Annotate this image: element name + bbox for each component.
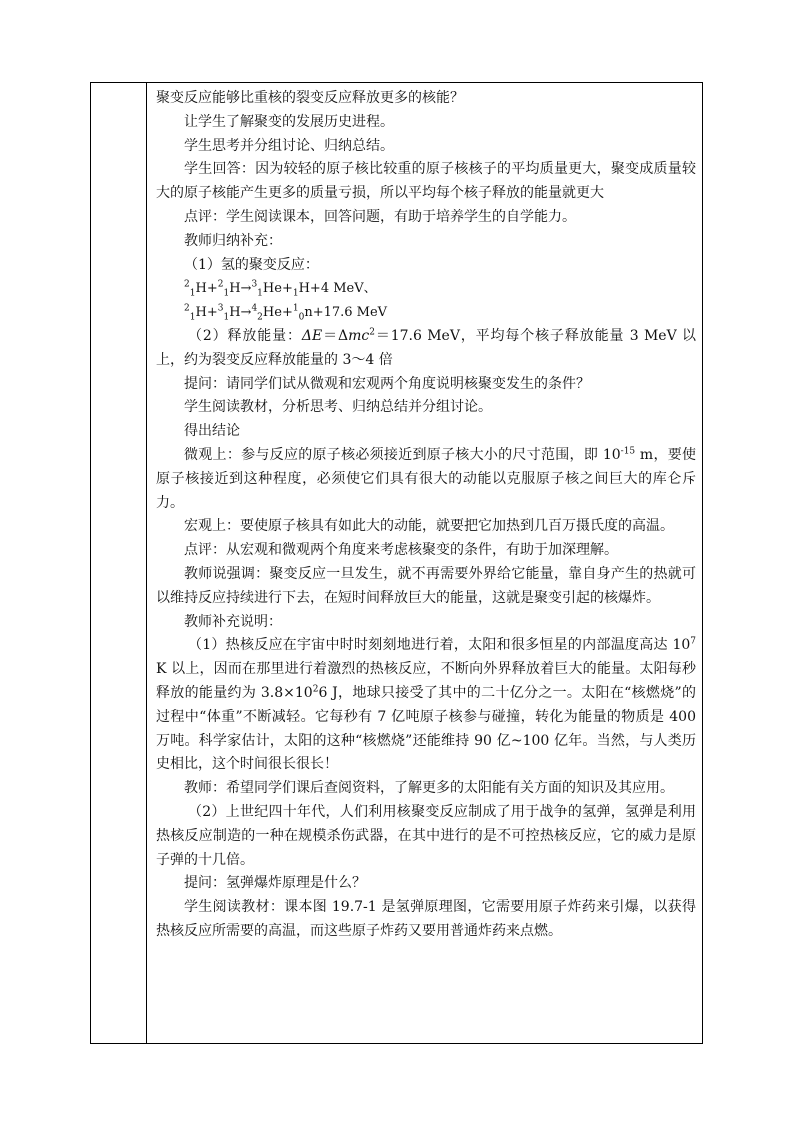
sun-paragraph: （1）热核反应在宇宙中时时刻刻地进行着，太阳和很多恒星的内部温度高达 $10^7$ K 以上，因而在那里进行着激烈的热核反应，不断向外界释放着巨大的能量。太阳每秒释放的能量约为 $3.8\times 10^26$ J，地球只接受了其中的二十亿分之一。太阳在“核燃烧”的过程中“体重”不断减轻。它每秒有 7 亿吨原子核参与碰撞，转化为能量的物质是 400 万吨。科学家估计，太阳的这种“核燃烧”还能维持 90 亿~100 亿年。当然，与人类历史相比，这个时间很长很长！ [156, 636, 696, 773]
paragraph: 让学生了解聚变的发展历史进程。 [184, 113, 394, 130]
lesson-table [90, 82, 703, 1044]
paragraph: 教师补充说明： [184, 613, 282, 630]
paragraph: 提问：请同学们试从微观和宏观两个角度说明核聚变发生的条件？ [184, 375, 590, 392]
paragraph: （2）上世纪四十年代，人们利用核聚变反应制成了用于战争的氢弹，氢弹是利用热核反应制造的一种在规模杀伤武器，在其中进行的是不可控热核反应，它的威力是原子弹的十几倍。 [156, 803, 696, 868]
paragraph: 学生阅读教材，分析思考、归纳总结并分组讨论。 [184, 399, 492, 416]
paragraph: 教师：希望同学们课后查阅资料，了解更多的太阳能有关方面的知识及其应用。 [184, 780, 674, 797]
paragraph: 聚变反应能够比重核的裂变反应释放更多的核能？ [156, 90, 464, 106]
paragraph: 得出结论 [184, 423, 240, 440]
energy-paragraph: （2）释放能量：ΔE＝Δmc$^2$＝17.6 MeV，平均每个核子释放能量 3 MeV 以上，约为裂变反应释放能量的 3～4 倍 [156, 327, 696, 368]
paragraph: （1）氢的聚变反应： [184, 256, 319, 273]
paragraph: 宏观上：要使原子核具有如此大的动能，就要把它加热到几百万摄氏度的高温。 [184, 518, 674, 535]
lesson-content [156, 87, 696, 944]
paragraph: 提问：氢弹爆炸原理是什么？ [184, 875, 366, 892]
paragraph: 教师归纳补充： [184, 232, 282, 249]
paragraph: 教师说强调：聚变反应一旦发生，就不再需要外界给它能量，靠自身产生的热就可以维持反应持续进行下去，在短时间释放巨大的能量，这就是聚变引起的核爆炸。 [156, 565, 696, 606]
paragraph: 学生思考并分组讨论、归纳总结。 [184, 137, 394, 154]
fusion-equation-1: $^2_1H+^2_1H\to^3_1He+_1H+4$ MeV、 [184, 280, 377, 299]
paragraph: 学生阅读教材：课本图 19.7-1 是氢弹原理图，它需要用原子炸药来引爆，以获得热核反应所需要的高温，而这些原子炸药又要用普通炸药来点燃。 [156, 899, 696, 939]
paragraph: 学生回答：因为较轻的原子核比较重的原子核核子的平均质量更大，聚变成质量较大的原子核能产生更多的质量亏损，所以平均每个核子释放的能量就更大 [156, 161, 696, 202]
column-divider [146, 83, 147, 1043]
micro-paragraph: 微观上：参与反应的原子核必须接近到原子核大小的尺寸范围，即 $10^{-15}$ m，要使原子核接近到这种程度，必须使它们具有很大的动能以克服原子核之间巨大的库仑斥力。 [156, 446, 696, 511]
fusion-equation-2: $^2_1$H+$^3_1$H→$^4_2$He+$^1_0$n+17.6 MeV [184, 303, 388, 323]
paragraph: 点评：学生阅读课本，回答问题，有助于培养学生的自学能力。 [184, 208, 576, 225]
paragraph: 点评：从宏观和微观两个角度来考虑核聚变的条件，有助于加深理解。 [184, 542, 618, 559]
